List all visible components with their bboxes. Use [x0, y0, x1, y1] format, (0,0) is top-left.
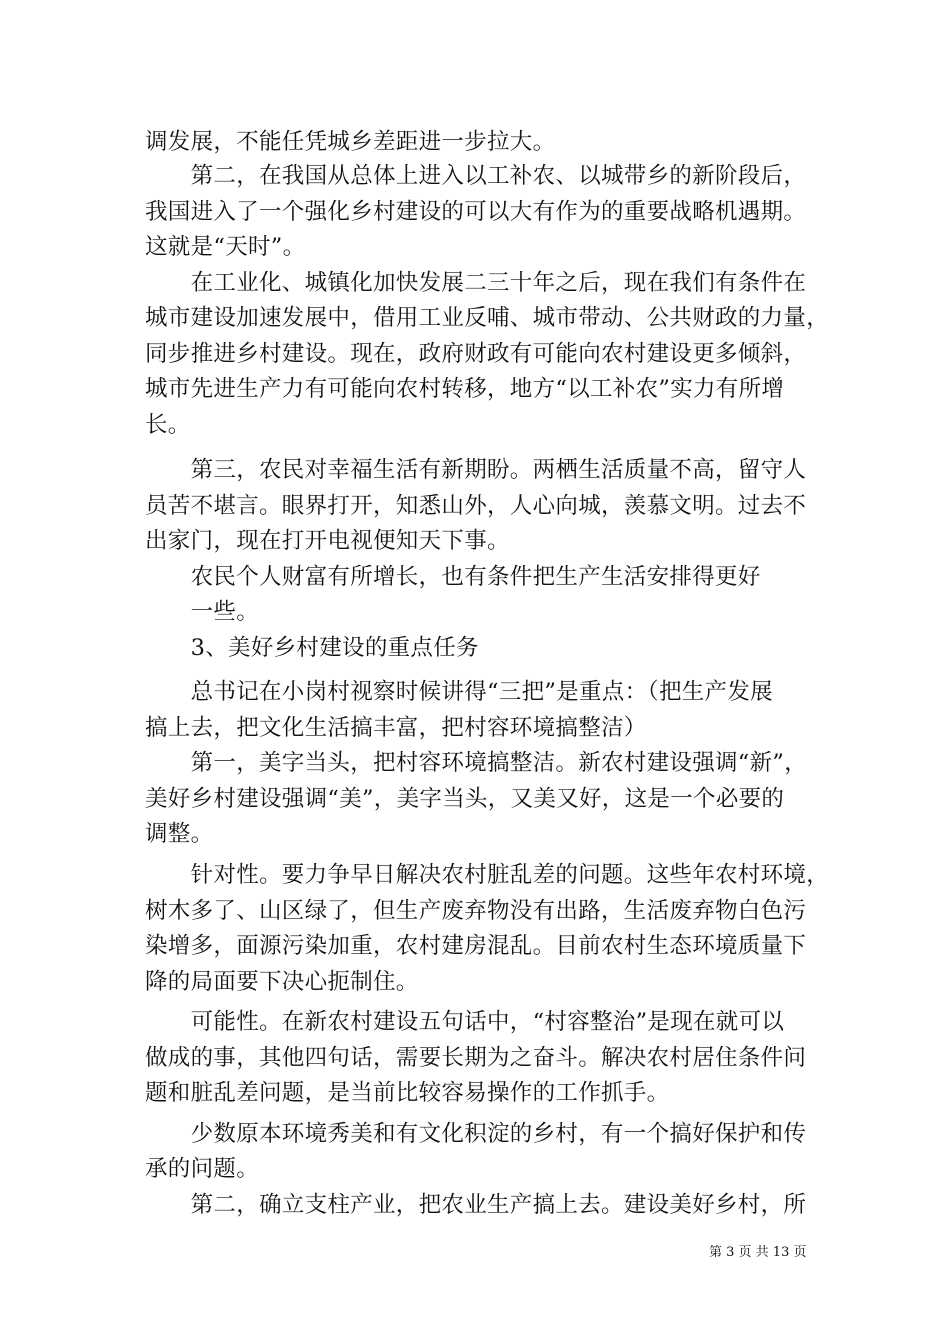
text-line: 题和脏乱差问题，是当前比较容易操作的工作抓手。 — [145, 1080, 670, 1106]
text-line: 一些。 — [145, 599, 260, 625]
page-number-footer: 第 3 页 共 13 页 — [709, 1245, 807, 1260]
text-line: 染增多，面源污染加重，农村建房混乱。目前农村生态环境质量下 — [145, 933, 807, 959]
text-line: 降的局面要下决心扼制住。 — [145, 969, 419, 995]
text-line: 少数原本环境秀美和有文化积淀的乡村，有一个搞好保护和传 — [145, 1121, 807, 1147]
text-line: 第三，农民对幸福生活有新期盼。两栖生活质量不高，留守人 — [145, 457, 807, 483]
text-line: 长。 — [145, 412, 191, 438]
text-line: 在工业化、城镇化加快发展二三十年之后，现在我们有条件在 — [145, 270, 807, 296]
text-line: 第二，确立支柱产业，把农业生产搞上去。建设美好乡村，所 — [145, 1192, 807, 1218]
text-line: 第一，美字当头，把村容环境搞整洁。新农村建设强调“新”， — [145, 750, 808, 776]
text-line: 出家门，现在打开电视便知天下事。 — [145, 528, 510, 554]
text-line: 美好乡村建设强调“美”，美字当头，又美又好，这是一个必要的 — [145, 786, 785, 812]
text-line: 第二，在我国从总体上进入以工补农、以城带乡的新阶段后， — [145, 163, 807, 189]
text-line: 树木多了、山区绿了，但生产废弃物没有出路，生活废弃物白色污 — [145, 898, 807, 924]
text-line: 城市先进生产力有可能向农村转移，地方“以工补农”实力有所增 — [145, 376, 785, 402]
text-line: 这就是“天时”。 — [145, 234, 306, 260]
text-line: 调整。 — [145, 821, 214, 847]
text-line: 调发展，不能任凭城乡差距进一步拉大。 — [145, 129, 556, 155]
text-line: 承的问题。 — [145, 1156, 260, 1182]
text-line: 农民个人财富有所增长，也有条件把生产生活安排得更好 — [145, 564, 761, 590]
text-line: 搞上去，把文化生活搞丰富，把村容环境搞整洁） — [145, 715, 647, 741]
section-heading: 3、美好乡村建设的重点任务 — [145, 635, 479, 661]
text-line: 我国进入了一个强化乡村建设的可以大有作为的重要战略机遇期。 — [145, 199, 807, 225]
text-line: 城市建设加速发展中，借用工业反哺、城市带动、公共财政的力量， — [145, 305, 830, 331]
text-line: 可能性。在新农村建设五句话中，“村容整治”是现在就可以 — [145, 1009, 785, 1035]
text-line: 员苦不堪言。眼界打开，知悉山外，人心向城，羡慕文明。过去不 — [145, 493, 807, 519]
text-line: 做成的事，其他四句话，需要长期为之奋斗。解决农村居住条件问 — [145, 1045, 807, 1071]
text-line: 同步推进乡村建设。现在，政府财政有可能向农村建设更多倾斜， — [145, 341, 807, 367]
text-line: 总书记在小岗村视察时候讲得“三把”是重点：（把生产发展 — [145, 679, 773, 705]
text-line: 针对性。要力争早日解决农村脏乱差的问题。这些年农村环境， — [145, 862, 830, 888]
